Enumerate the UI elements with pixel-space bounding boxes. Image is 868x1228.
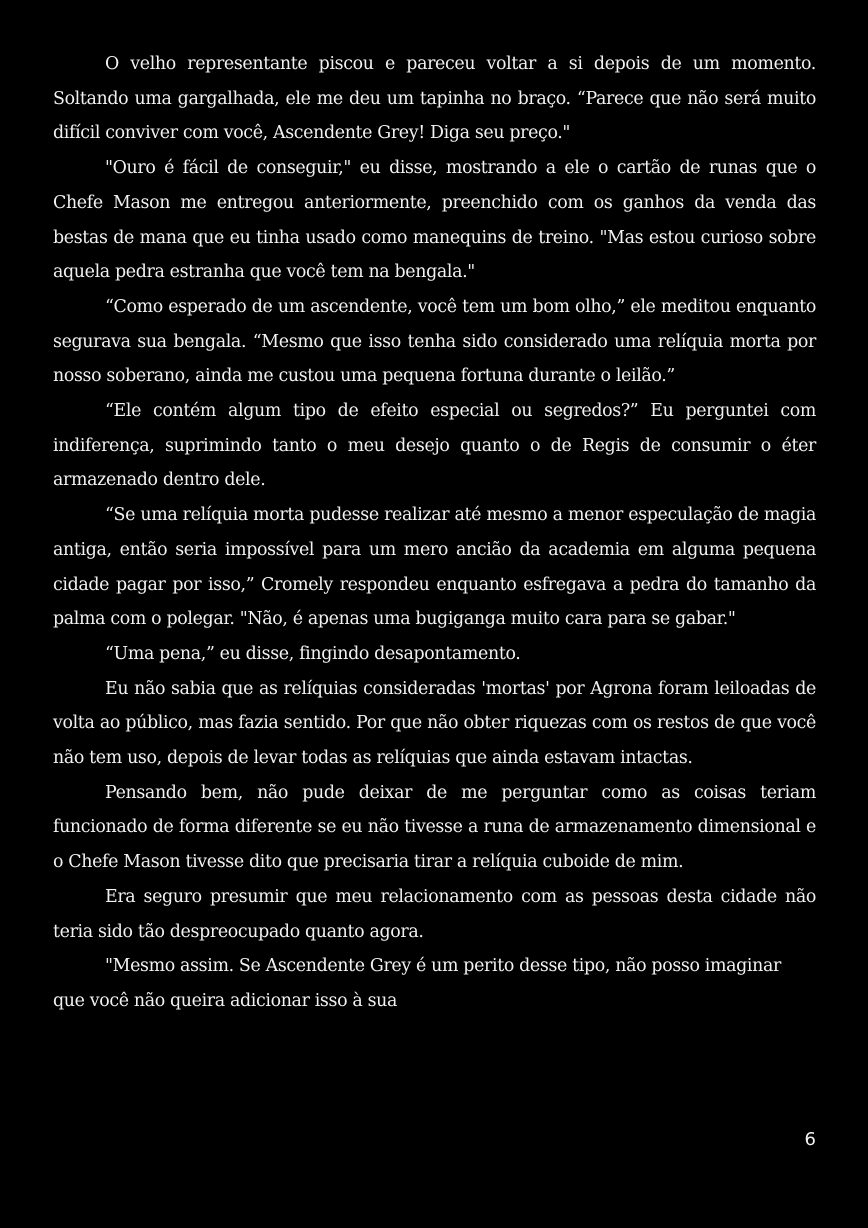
paragraph: Pensando bem, não pude deixar de me perguntar como as coisas teriam funcionado de forma diferente se eu não tivesse a runa de armazenamento dimensional e o Chefe Mason tivesse dito que precisaria tirar a relíquia cuboide de mim. <box>53 782 816 873</box>
body-text <box>53 47 816 1019</box>
paragraph: Eu não sabia que as relíquias consideradas 'mortas' por Agrona foram leiloadas de volta ao público, mas fazia sentido. Por que não obter riquezas com os restos de que você não tem uso, depois de levar todas as relíquias que ainda estavam intactas. <box>53 678 816 769</box>
paragraph: O velho representante piscou e pareceu voltar a si depois de um momento. Soltando uma gargalhada, ele me deu um tapinha no braço. “Parece que não será muito difícil conviver com você, Ascendente Grey! Diga seu preço." <box>53 54 816 144</box>
paragraph: “Ele contém algum tipo de efeito especial ou segredos?” Eu perguntei com indiferença, suprimindo tanto o meu desejo quanto o de Regis de consumir o éter armazenado dentro dele. <box>53 401 816 491</box>
paragraph: “Como esperado de um ascendente, você tem um bom olho,” ele meditou enquanto segurava sua bengala. “Mesmo que isso tenha sido considerado uma relíquia morta por nosso soberano, ainda me custou uma pequena fortuna durante o leilão.” <box>53 296 816 387</box>
paragraph: “Uma pena,” eu disse, fingindo desapontamento. <box>105 643 521 664</box>
page-number: 6 <box>804 1129 816 1150</box>
paragraph: "Ouro é fácil de conseguir," eu disse, mostrando a ele o cartão de runas que o Chefe Mason me entregou anteriormente, preenchido com os ganhos da venda das bestas de mana que eu tinha usado como manequins de treino. "Mas estou curioso sobre aquela pedra estranha que você tem na bengala." <box>53 158 816 283</box>
paragraph: “Se uma relíquia morta pudesse realizar até mesmo a menor especulação de magia antiga, então seria impossível para um mero ancião da academia em alguma pequena cidade pagar por isso,” Cromely respondeu enquanto esfregava a pedra do tamanho da palma com o polegar. "Não, é apenas uma bugiganga muito cara para se gabar." <box>53 505 816 630</box>
paragraph: "Mesmo assim. Se Ascendente Grey é um perito desse tipo, não posso imaginar que você não queira adicionar isso à sua <box>53 956 781 1011</box>
paragraph: Era seguro presumir que meu relacionamento com as pessoas desta cidade não teria sido tão despreocupado quanto agora. <box>53 886 816 942</box>
